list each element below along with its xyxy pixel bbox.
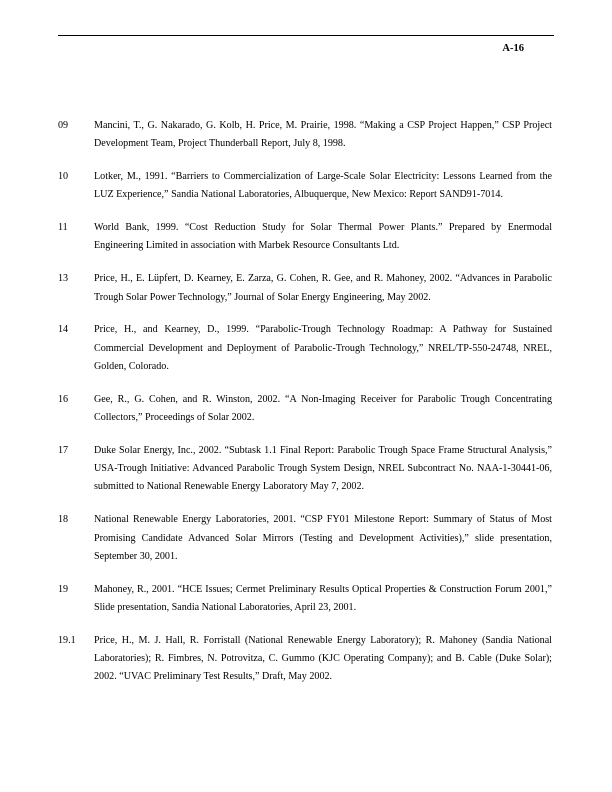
header-rule xyxy=(58,35,554,36)
reference-text: Lotker, M., 1991. “Barriers to Commercialization of Large-Scale Solar Electricity: Lessons Learned from the LUZ Experience,” Sandia National Laboratories, Albuquerque, New Mexico: Report SAND91-7014. xyxy=(94,171,552,201)
reference-number: 19 xyxy=(58,583,69,595)
reference-number: 18 xyxy=(58,514,69,526)
reference-number: 19.1 xyxy=(58,634,76,646)
reference-item xyxy=(58,219,552,256)
reference-item xyxy=(58,442,552,497)
page-number: A-16 xyxy=(502,43,524,54)
reference-item xyxy=(58,391,552,428)
reference-number: 09 xyxy=(58,120,69,131)
reference-item xyxy=(58,581,552,618)
reference-item xyxy=(58,270,552,307)
reference-number: 14 xyxy=(58,324,69,336)
reference-list xyxy=(58,117,552,701)
reference-number: 17 xyxy=(58,444,69,456)
reference-text: Price, H., M. J. Hall, R. Forristall (National Renewable Energy Laboratory); R. Mahoney (Sandia National Laboratories); R. Fimbres, N. Potrovitza, C. Gummo (KJC Operating Company); and B. Cable (Duke Solar); 2002. “UVAC Preliminary Test Results,” Draft, May 2002. xyxy=(94,634,552,683)
reference-text: Duke Solar Energy, Inc., 2002. “Subtask 1.1 Final Report: Parabolic Trough Space Frame Structural Analysis,” USA-Trough Initiative: Advanced Parabolic Trough System Design, NREL Subcontract No. NAA-1-30441-06, submitted to National Renewable Energy Laboratory May 7, 2002. xyxy=(94,444,552,493)
reference-item xyxy=(58,511,552,566)
reference-text: Price, H., E. Lüpfert, D. Kearney, E. Zarza, G. Cohen, R. Gee, and R. Mahoney, 2002. “Advances in Parabolic Trough Solar Power Technology,” Journal of Solar Energy Engineering, May 2002. xyxy=(94,273,552,303)
reference-number: 13 xyxy=(58,273,69,285)
reference-item xyxy=(58,321,552,376)
reference-text: World Bank, 1999. “Cost Reduction Study for Solar Thermal Power Plants.” Prepared by Enermodal Engineering Limited in association with Marbek Resource Consultants Ltd. xyxy=(94,222,552,252)
reference-text: Gee, R., G. Cohen, and R. Winston, 2002. “A Non-Imaging Receiver for Parabolic Trough Concentrating Collectors,” Proceedings of Solar 2002. xyxy=(94,393,552,424)
reference-text: Price, H., and Kearney, D., 1999. “Parabolic-Trough Technology Roadmap: A Pathway for Sustained Commercial Development and Deployment of Parabolic-Trough Technology,” NREL/TP-550-24748, NREL, Golden, Colorado. xyxy=(94,324,552,372)
reference-number: 16 xyxy=(58,393,69,405)
reference-item xyxy=(58,117,552,154)
reference-number: 11 xyxy=(58,222,68,234)
reference-number: 10 xyxy=(58,171,69,183)
reference-text: Mahoney, R., 2001. “HCE Issues; Cermet Preliminary Results Optical Properties & Construction Forum 2001,” Slide presentation, Sandia National Laboratories, April 23, 2001. xyxy=(94,583,552,613)
reference-item xyxy=(58,632,552,687)
reference-text: Mancini, T., G. Nakarado, G. Kolb, H. Price, M. Prairie, 1998. “Making a CSP Project Happen,” CSP Project Development Team, Project Thunderball Report, July 8, 1998. xyxy=(94,120,552,150)
reference-item xyxy=(58,168,552,205)
reference-text: National Renewable Energy Laboratories, 2001. “CSP FY01 Milestone Report: Summary of Status of Most Promising Candidate Advanced Solar Mirrors (Testing and Development Activities),” slide presentation, September 30, 2001. xyxy=(94,514,552,562)
